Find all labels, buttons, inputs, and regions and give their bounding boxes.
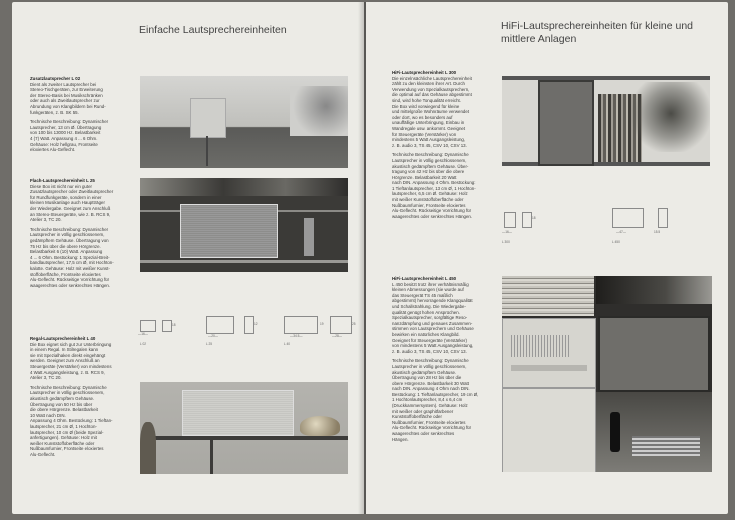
text-line: akustisch gedämpftem Gehäuse. <box>392 369 457 375</box>
left-page-title: Einfache Lautsprechereinheiten <box>139 24 287 36</box>
text-line: kleinen Abmessungen (sie wurde auf <box>392 287 464 293</box>
dim-box <box>522 212 532 228</box>
text-line: der Stereo-Basis bei Musikschränken <box>30 92 103 98</box>
text-line: L 450 besitzt trotz ihrer verhältnismäßig <box>392 281 469 287</box>
plant <box>632 82 710 152</box>
text-line: in einem Regal. In Stilregalen kann <box>30 347 99 353</box>
text-line: mindestens 5 Watt Ausgangsleistung, <box>392 137 466 143</box>
text-line: Alu-Geflecht. <box>30 451 56 457</box>
text-line: (Druckkammersystem). Gehäuse: Holz <box>392 403 468 409</box>
heading-l02: Zusatzlautsprecher L 02 <box>30 76 81 81</box>
shelf <box>140 260 348 263</box>
photo-l40 <box>140 382 348 474</box>
lower-shelf <box>596 392 712 472</box>
text-line: Lautsprecher in völlig geschlossenem, <box>30 390 105 396</box>
text-line: 1 Hochtonlautsprecher, 8,4 x 6,4 cm <box>392 397 463 403</box>
tuner-ts45 <box>502 318 596 388</box>
photo-l25 <box>140 178 348 272</box>
text-line: nach DIN. Anpassung 4 Ohm. Bestückung: <box>392 180 476 186</box>
text-line: Alu-Geflecht. Rückseitige Vorrichtung für <box>392 208 472 214</box>
photo-l450 <box>502 276 712 472</box>
left-page <box>12 2 364 514</box>
title-line-1: HiFi-Lautsprechereinheiten für kleine und <box>501 20 694 32</box>
speaker-l25 <box>180 204 278 258</box>
text-line: Atelier 3, TC 20. <box>30 217 62 223</box>
text-line: gedämpftem Gehäuse. Übertragung von <box>30 237 109 243</box>
text-line: Technische Beschreibung: Dynamischer <box>30 119 109 125</box>
text-line: Anpassung 4 Ohm. Bestückung: 1 Tieftan- <box>30 418 113 424</box>
text-line: Abrundung von Klangbildern bei Rund- <box>30 103 106 109</box>
stacked-records <box>632 436 700 456</box>
heading-l300: HiFi-Lautsprechereinheit L 300 <box>392 70 457 75</box>
text-line: Bestückung: 1 Tieftanlautsprecher, 19 cm Ø, <box>392 391 479 397</box>
text-line: und mittelgroße Wohnräume verwendet <box>392 109 470 115</box>
text-line: Technische Beschreibung: Dynamischer <box>30 226 109 232</box>
text-line: werden. Geeignet zum Anschluß an <box>30 358 100 364</box>
text-block-l300 <box>392 70 500 223</box>
text-block-l450 <box>392 276 500 446</box>
model-label: L 450 <box>612 240 620 244</box>
title-line-2: mittlere Anlagen <box>501 33 577 45</box>
text-line: lautsprecher, 6,5 cm Ø. Gehäuse: Holz <box>392 191 468 197</box>
dim-label: —16— <box>138 332 148 336</box>
text-line: Diese Box ist nicht nur ein guter <box>30 183 92 189</box>
dim-label: —20— <box>208 334 218 338</box>
text-line: kalotte. Gehäuse: Holz mit weißer Kunst- <box>30 265 110 271</box>
text-line: nach DIN. Anpassung 4 Ohm nach DIN. <box>392 386 470 392</box>
text-block-l40 <box>30 336 138 461</box>
dim-box <box>140 320 156 332</box>
text-line: Kunststoffoberfläche oder <box>392 414 442 420</box>
text-line: Belastbarkeit 6 (10) Watt. Anpassung <box>30 249 103 255</box>
text-block-l25 <box>30 178 138 292</box>
text-line: oder dort, wo es besonders auf <box>392 114 453 120</box>
shelf-top-right <box>596 276 712 304</box>
text-line: kleinen Musikanlage auch Hauptträger <box>30 200 105 206</box>
dim-box <box>658 208 668 228</box>
text-line: akustisch gedämpftem Gehäuse. <box>30 395 95 401</box>
dim-box <box>284 316 318 334</box>
text-line: Nußbaumfurnier, Frontseite eloxiertes <box>392 419 466 425</box>
records <box>502 276 594 316</box>
text-line: Die Box wird vorwiegend für kleine <box>392 103 460 109</box>
speaker-l40 <box>182 390 294 436</box>
text-line: Technische Beschreibung: Dynamische <box>392 152 469 158</box>
shelf <box>502 162 710 166</box>
text-line: Stereo-Tischgeräten, zur Erweiterung <box>30 87 103 93</box>
text-line: zählt zu den kleinsten ihrer Art. Durch <box>392 81 465 87</box>
text-line: Verwendung von Spezialkautsprechern, <box>392 86 470 92</box>
brochure-spread <box>2 2 733 518</box>
speaker-l300 <box>538 80 594 166</box>
tuner-scale <box>511 335 569 357</box>
dim-label: —28— <box>332 334 342 338</box>
text-line: unauffällige Unterbringung, Einbau in <box>392 120 465 126</box>
text-line: Übertragung von 50 Hz bis über <box>30 401 93 407</box>
text-line: stimmen von Lautsprechern und Gehäuse <box>392 326 474 332</box>
text-line: Atelier 3, TC 20. <box>30 375 62 381</box>
text-line: lautsprecher, 21 cm Ø, 1 Hochton- <box>30 423 97 429</box>
text-line: stoffoberfläche, Frontseite eloxiertes <box>30 271 101 277</box>
lamp <box>304 218 314 256</box>
dim-box <box>612 208 644 228</box>
text-line: Lautsprecher in völlig geschlossenem, <box>392 363 467 369</box>
text-line: akustisch gedämpftem Gehäuse. Über- <box>392 163 469 169</box>
text-line: waagerechtes oder senkrechtes Hängen. <box>392 213 473 219</box>
bookshelf-top <box>140 178 348 196</box>
dim-box <box>504 212 516 228</box>
text-line: tragung von 42 Hz bis über die obere <box>392 169 465 175</box>
text-line: Nußbaumfurnier, Frontseite eloxiertes <box>30 446 104 452</box>
text-line: Wandregale usw. ankommt. Geeignet <box>392 125 466 131</box>
heading-l40: Regal-Lautsprechereinheit L 40 <box>30 336 96 341</box>
dim-box <box>244 316 254 334</box>
text-line: Hörgrenze. Belastbarkeit 20 Watt <box>392 174 457 180</box>
dim-label: 19 <box>320 322 324 326</box>
model-label: L 25 <box>206 342 213 346</box>
text-line: Steuergeräte (Verstärker) von mindestens <box>30 363 112 369</box>
text-line: für Steuergeräte (Verstärker) von <box>392 131 457 137</box>
text-line: weißer Kunststoffoberfläche oder <box>30 440 95 446</box>
dim-box <box>162 320 172 332</box>
text-line: Alu-Geflecht. Rückseitige Vorrichtung für <box>30 277 110 283</box>
text-line: von mindestens 5 Watt Ausgangsleistung, <box>392 343 474 349</box>
right-page-title <box>501 20 693 46</box>
text-line: für Rundfunkgeräte, sondern in einer <box>30 194 102 200</box>
model-label: L 300 <box>502 240 510 244</box>
text-line: 10 Watt nach DIN. <box>30 412 66 418</box>
tuner-controls <box>511 365 587 371</box>
dim-label: —47— <box>616 230 626 234</box>
text-line: z. B. audio 3, TS 45, CSV 10, CSV 13. <box>392 348 467 354</box>
text-line: Technische Beschreibung: Dynamische <box>392 358 469 364</box>
text-line: sind, wird hohe Tonqualität erreicht. <box>392 97 461 103</box>
speaker-l450 <box>598 316 710 392</box>
text-block-l02 <box>30 76 138 157</box>
text-line: Hängen. <box>392 436 409 442</box>
model-label: L 02 <box>140 342 147 346</box>
speaker-l02 <box>190 98 226 138</box>
text-line: Lautsprecher in völlig geschlossenem, <box>392 157 467 163</box>
text-line: waagerechtes oder senkrechtes Hängen. <box>30 282 111 288</box>
text-line: das Steuergerät TS 45 maßlich <box>392 292 453 298</box>
text-line: Übertragung von 28 Hz bis über die <box>392 375 462 381</box>
text-line: qualität genügt hohen Ansprüchen. <box>392 309 460 315</box>
dim-label: 12 <box>254 322 258 326</box>
text-line: lautsprecher, 10 cm Ø (beide Spezial- <box>30 429 104 435</box>
text-line: Technische Beschreibung: Dynamische <box>30 384 107 390</box>
text-line: Die Box eignet sich gut zur Unterbringung <box>30 341 112 347</box>
text-line: funkgeräten, z. B. SK 55. <box>30 109 79 115</box>
text-line: eloxiertes Alu-Geflecht. <box>30 147 76 153</box>
speaker-l450-white <box>502 388 596 472</box>
text-line: 4 Watt Ausgangsleistung, z. B. RCS 9, <box>30 369 105 375</box>
text-line: Lautsprecher in völlig geschlossenem, <box>30 232 105 238</box>
text-line: sie mit Spezialhaken direkt eingehängt <box>30 352 106 358</box>
text-line: von 100 bis 13000 Hz. Belastbarkeit <box>30 130 101 136</box>
text-line: 75 Hz bis über die obere Hörgrenze. <box>30 243 101 249</box>
text-line: die obere Hörgrenze. Belastbarkeit <box>30 407 98 413</box>
text-line: obere Hörgrenze. Belastbarkeit 30 Watt <box>392 380 469 386</box>
photo-l300 <box>502 76 710 166</box>
text-line: bandlautsprecher, 17,5 cm Ø, mit Hochton- <box>30 260 114 266</box>
model-label: L 40 <box>284 342 291 346</box>
dim-label: 18 <box>172 323 176 327</box>
text-line: mit weißer Kunststoffoberfläche oder <box>392 197 464 203</box>
text-line: die optimal auf das Gehäuse abgestimmt <box>392 92 472 98</box>
table-top <box>150 436 348 440</box>
right-page <box>366 2 728 514</box>
heading-l450: HiFi-Lautsprechereinheit L 450 <box>392 276 457 281</box>
text-line: waagerechtes oder senkrechtes <box>392 431 455 437</box>
text-line: Die einzelnsächliche Lautsprechereinheit <box>392 75 472 81</box>
text-line: 4 ... 6 Ohm. Bestückung: 1 Spezial-Breit- <box>30 254 110 260</box>
dim-box <box>330 316 352 334</box>
text-line: Gehäuse: Holz hellgrau, Frontseite <box>30 141 98 147</box>
shelf <box>502 76 710 80</box>
dim-box <box>206 316 234 334</box>
text-line: Zusatzlautsprecher oder Zweitlautsprecher <box>30 189 114 195</box>
text-line: Lautsprecher, 13 cm Ø. Übertragung <box>30 124 102 130</box>
heading-l25: Flach-Lautsprechereinheit L 25 <box>30 178 95 183</box>
fruit-bowl <box>300 416 340 436</box>
text-line: Nußbaumfurnier, Frontseite eloxiertes <box>392 202 466 208</box>
dim-label: 25 <box>352 322 356 326</box>
dim-label: 15.5 <box>654 230 661 234</box>
dim-label: —16— <box>502 230 512 234</box>
text-line: an Stereo-Steuergeräte, wie z. B. RCS 9, <box>30 211 111 217</box>
text-line: anfertigungen). Gehäuse: Holz mit <box>30 435 97 441</box>
text-line: Geeignet für Steuergeräte (Verstärker) <box>392 337 467 343</box>
text-line: abgestimmt) hervorragende Klangqualität <box>392 298 473 304</box>
text-line: Alu-Geflecht. Rückseitige Vorrichtung für <box>392 425 472 431</box>
text-line: und Schallstrahlung. Die Wiedergabe- <box>392 303 466 309</box>
text-line: mit weißer oder graphitfarbener <box>392 408 454 414</box>
table-leg <box>210 440 213 474</box>
text-line: der Wiedergabe. Geeignet zum Anschluß <box>30 205 111 211</box>
text-line: nanzdämpfung und genaues Zusammen- <box>392 320 473 326</box>
text-line: 4 (7) Watt. Anpassung 4 ... 6 Ohm. <box>30 135 98 141</box>
text-line: 1 Tieftanlautsprecher, 13 cm Ø, 1 Hochton- <box>392 185 476 191</box>
text-line: z. B. audio 3, TS 45, CSV 10, CSV 13. <box>392 142 467 148</box>
chair <box>140 422 156 474</box>
blurred-background <box>290 86 348 136</box>
photo-l02 <box>140 76 348 168</box>
dim-label: 18 <box>532 216 536 220</box>
text-line: oder auch als Zweitlautsprecher zur <box>30 98 100 104</box>
bottle <box>610 412 620 452</box>
dim-label: —34.5— <box>290 334 303 338</box>
text-line: Dient als zweiter Lautsprecher bei <box>30 81 97 87</box>
text-line: Spezialkautsprecher, sorgfältige Reso- <box>392 315 468 321</box>
text-line: bewirken ein natürliches Klangbild. <box>392 331 460 337</box>
speaker-stand <box>206 136 208 166</box>
